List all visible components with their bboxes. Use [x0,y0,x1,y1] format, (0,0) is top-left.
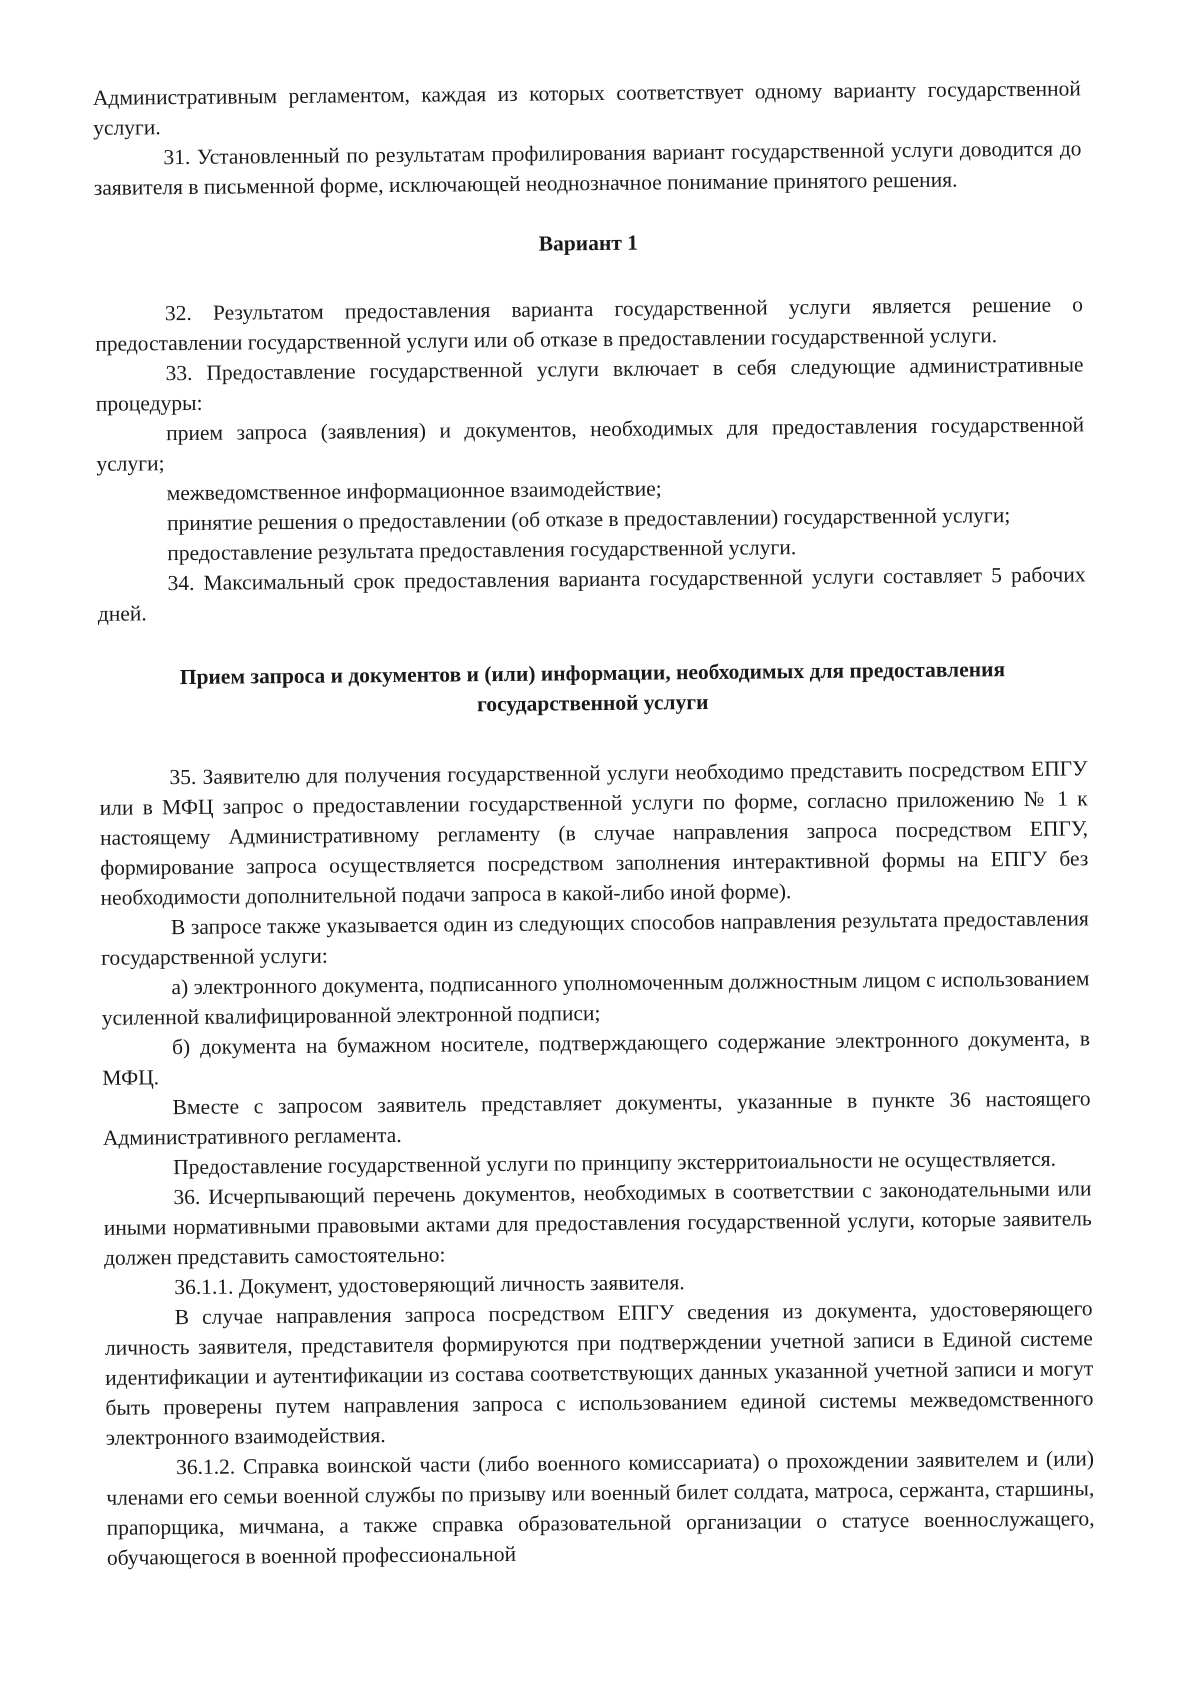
paragraph-35-method: В запросе также указывается один из следующих способов направления результата предоставления государственной услуги: [101,906,1089,970]
paragraph-36-1-1: 36.1.1. Документ, удостоверяющий личность заявителя. [174,1270,685,1300]
paragraph-36-1-1-epgu: В случае направления запроса посредством ЕПГУ сведения из документа, удостоверяющего личность заявителя, представителя формируются при подтверждении учетной записи в Единой системе идентификации и аутентификации из состава соответствующих данных указанной учетной записи и могут быть проверены путем направления запроса с использованием единой системы межведомственного электронного взаимодействия. [104,1296,1094,1450]
paragraph-35-option-a: а) электронного документа, подписанного уполномоченным должностным лицом с использованием усиленной квалифицированной электронной подписи; [101,966,1090,1030]
paragraph-intro: Административным регламентом, каждая из которых соответствует одному варианту государственной услуги. [92,76,1081,140]
paragraph-34: 34. Максимальный срок предоставления варианта государственной услуги составляет 5 рабочих дней. [97,562,1086,626]
paragraph-35-extraterritorial: Предоставление государственной услуги по принципу экстерритоиальности не осуществляется. [173,1146,1057,1180]
paragraph-33-item-d: предоставление результата предоставления государственной услуги. [167,535,797,566]
paragraph-33-item-a: прием запроса (заявления) и документов, необходимых для предоставления государственной услуги; [96,412,1085,476]
paragraph-35: 35. Заявителю для получения государственной услуги необходимо представить посредством ЕПГУ или в МФЦ запрос о предоставлении государственной услуги по форме, согласно приложению № 1 к настоящему Административному регламенту (в случае направления запроса посредством ЕПГУ, формирование запроса осуществляется посредством заполнения интерактивной формы на ЕПГУ без необходимости дополнительной подачи запроса в какой-либо иной форме). [99,756,1089,910]
paragraph-33: 33. Предоставление государственной услуги включает в себя следующие административные процедуры: [95,352,1084,416]
heading-variant-1: Вариант 1 [538,230,639,256]
paragraph-31: 31. Установленный по результатам профилирования вариант государственной услуги доводится до заявителя в письменной форме, исключающей неоднозначное понимание принятого решения. [93,136,1082,200]
paragraph-36-1-2: 36.1.2. Справка воинской части (либо военного комиссариата) о прохождении заявителем и (или) членами его семьи военной службы по призыву или военный билет солдата, матроса, сержанта, старшины, прапорщика, мичмана, а также справка образовательной организации о статусе военнослужащего, обучающегося в военной профессиональной [106,1446,1095,1570]
paragraph-35-documents: Вместе с запросом заявитель представляет документы, указанные в пункте 36 настоящего Административного регламента. [102,1086,1091,1150]
paragraph-35-option-b: б) документа на бумажном носителе, подтверждающего содержание электронного документа, в МФЦ. [102,1026,1091,1090]
paragraph-32: 32. Результатом предоставления варианта государственной услуги является решение о предоставлении государственной услуги или об отказе в предоставлении государственной услуги. [95,292,1084,356]
paragraph-33-item-b: межведомственное информационное взаимодействие; [166,476,662,506]
paragraph-36: 36. Исчерпывающий перечень документов, необходимых в соответствии с законодательными или иными нормативными правовыми актами для предоставления государственной услуги, которые заявитель должен представить самостоятельно: [103,1176,1092,1270]
heading-section-request: Прием запроса и документов и (или) информации, необходимых для предоставления государственной услуги [179,657,1006,717]
paragraph-33-item-c: принятие решения о предоставлении (об отказе в предоставлении) государственной услуги; [166,503,1011,536]
